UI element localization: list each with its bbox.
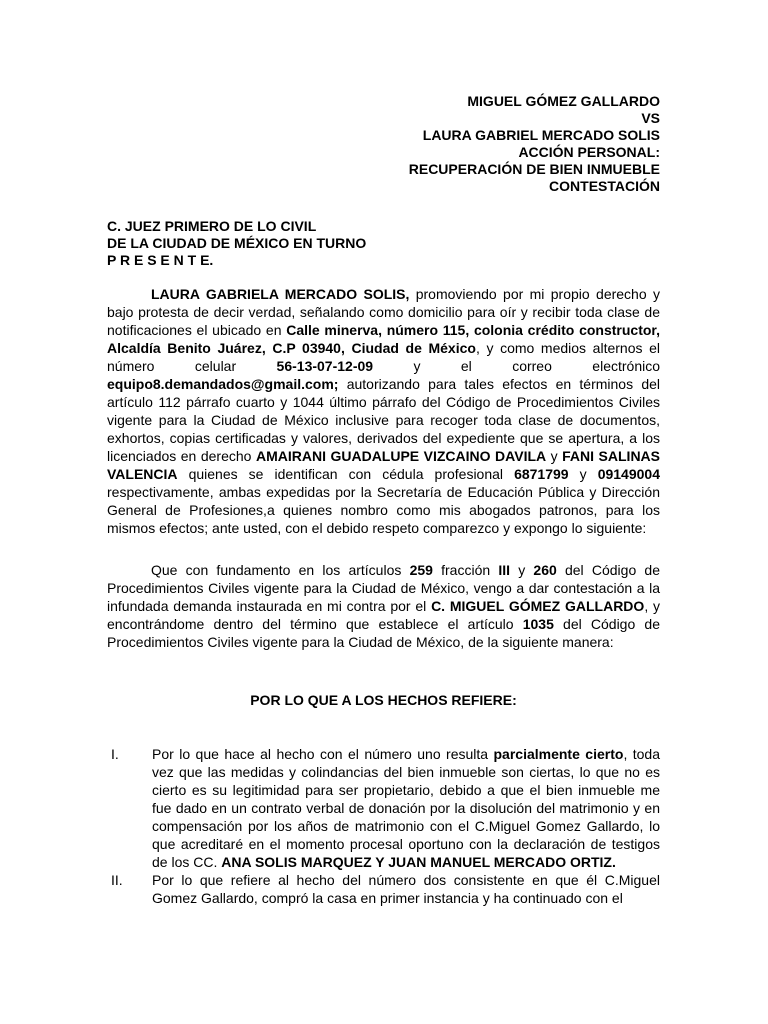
cedula-2: 09149004: [597, 466, 660, 482]
witness-names: ANA SOLIS MARQUEZ Y JUAN MANUEL MERCADO ORTIZ.: [221, 854, 616, 870]
domicile-address: Calle minerva, número 115, colonia crédito constructor, Alcaldía Benito Juárez, C.P 03940, Ciudad de México: [107, 322, 660, 356]
fraction-iii: III: [498, 562, 511, 578]
document-page: [107, 93, 660, 907]
list-item-number: I.: [111, 746, 119, 762]
lawyer-1-name: AMAIRANI GUADALUPE VIZCAINO DAVILA: [255, 448, 547, 464]
article-1035: 1035: [522, 616, 554, 632]
plaintiff-name: C. MIGUEL GÓMEZ GALLARDO: [431, 598, 645, 614]
case-header: [107, 93, 660, 195]
header-action-type: RECUPERACIÓN DE BIEN INMUEBLE: [408, 161, 660, 177]
header-plaintiff: MIGUEL GÓMEZ GALLARDO: [467, 93, 660, 109]
phone-number: 56-13-07-12-09: [276, 358, 374, 374]
list-item-number: II.: [111, 872, 123, 888]
intro-paragraph: LAURA GABRIELA MERCADO SOLIS, promoviendo por mi propio derecho y bajo protesta de decir verdad, señalando como domicilio para oír y recibir toda clase de notificaciones el ubicado en Calle minerva, número 115, colonia crédito constructor, Alcaldía Benito Juárez, C.P 03940, Ciudad de México, y como medios alternos el número celular 56-13-07-12-09 y el correo electrónico equipo8.demandados@gmail.com; autorizando para tales efectos en términos del artículo 112 párrafo cuarto y 1044 último párrafo del Código de Procedimientos Civiles vigente para la Ciudad de México inclusive para recoger toda clase de documentos, exhortos, copias certificadas y valores, derivados del expediente que se apertura, a los licenciados en derecho AMAIRANI GUADALUPE VIZCAINO DAVILA y FANI SALINAS VALENCIA quienes se identifican con cédula profesional 6871799 y 09149004 respectivamente, ambas expedidas por la Secretaría de Educación Pública y Dirección General de Profesiones,a quienes nombro como mis abogados patronos, para los mismos efectos; ante usted, con el debido respeto comparezco y expongo lo siguiente:: [107, 286, 661, 536]
article-259: 259: [409, 562, 433, 578]
header-defendant: LAURA GABRIEL MERCADO SOLIS: [422, 127, 660, 143]
lawyer-2-name: FANI SALINAS VALENCIA: [107, 448, 661, 482]
addressee-line-1: C. JUEZ PRIMERO DE LO CIVIL: [107, 218, 317, 234]
legal-basis-paragraph: Que con fundamento en los artículos 259 fracción III y 260 del Código de Procedimientos Civiles vigente para la Ciudad de México, vengo a dar contestación a la infundada demanda instaurada en mi contra por el C. MIGUEL GÓMEZ GALLARDO, y encontrándome dentro del término que establece el artículo 1035 del Código de Procedimientos Civiles vigente para la Ciudad de México, de la siguiente manera:: [107, 562, 661, 650]
list-item: I. Por lo que hace al hecho con el número uno resulta parcialmente cierto, toda vez que las medidas y colindancias del bien inmueble son ciertas, lo que no es cierto es su legitimidad para ser propietario, debido a que el bien inmueble me fue dado en un contrato verbal de donación por la disolución del matrimonio y en compensación por los años de matrimonio con el C.Miguel Gomez Gallardo, lo que acreditaré en el momento procesal oportuno con la declaración de testigos de los CC. ANA SOLIS MARQUEZ Y JUAN MANUEL MERCADO ORTIZ.: [111, 746, 661, 870]
defendant-name: LAURA GABRIELA MERCADO SOLIS,: [151, 286, 410, 302]
addressee-line-3: P R E S E N T E.: [107, 252, 214, 268]
section-heading: POR LO QUE A LOS HECHOS REFIERE:: [250, 692, 517, 708]
header-document-type: CONTESTACIÓN: [549, 178, 660, 194]
header-action: ACCIÓN PERSONAL:: [518, 144, 660, 160]
addressee-line-2: DE LA CIUDAD DE MÉXICO EN TURNO: [107, 235, 367, 251]
addressee-block: [107, 218, 660, 269]
cedula-1: 6871799: [514, 466, 569, 482]
partially-true-label: parcialmente cierto: [493, 746, 624, 762]
article-260: 260: [533, 562, 557, 578]
email-address: equipo8.demandados@gmail.com;: [107, 376, 339, 392]
facts-list: [107, 745, 660, 907]
header-vs: VS: [641, 110, 660, 126]
list-item: II. Por lo que refiere al hecho del número dos consistente en que él C.Miguel Gomez Gallardo, compró la casa en primer instancia y ha continuado con el: [111, 872, 660, 906]
